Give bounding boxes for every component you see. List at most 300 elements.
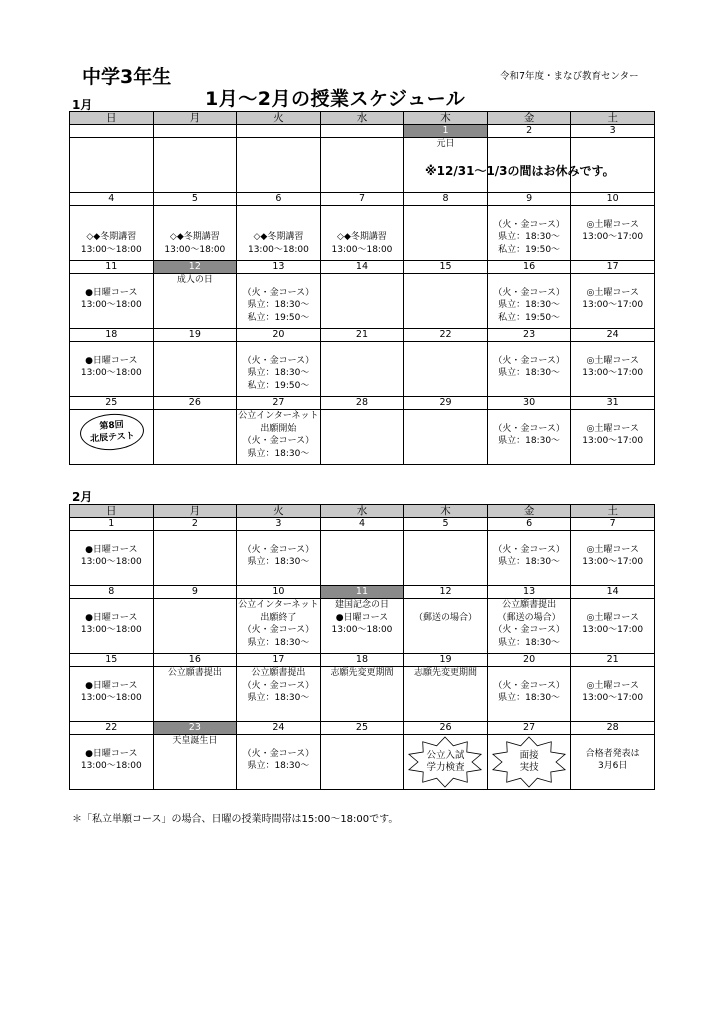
day-cell-lines (571, 410, 654, 448)
schedule-line: （火・金コース） (493, 219, 565, 230)
schedule-line (237, 735, 320, 748)
day-cell (404, 274, 488, 329)
date-number: 4 (70, 193, 154, 206)
day-cell (487, 342, 571, 397)
date-number: 4 (320, 518, 404, 531)
date-number: 2 (153, 518, 237, 531)
day-cell (70, 667, 154, 722)
schedule-line: 13:00～17:00 (582, 232, 644, 242)
weekday-header: 土 (571, 505, 655, 518)
schedule-line: （火・金コース） (493, 680, 565, 691)
schedule-line (571, 410, 654, 423)
schedule-line: 県立：18:30～ (247, 637, 310, 648)
schedule-line: 県立：18:30～ (247, 300, 310, 310)
day-cell (320, 410, 404, 465)
schedule-line: ●日曜コース (85, 544, 138, 555)
day-cell (70, 274, 154, 329)
schedule-line: （火・金コース） (493, 355, 565, 366)
schedule-line: 出願開始 (260, 423, 297, 434)
day-cell (237, 274, 321, 329)
day-cell (571, 667, 655, 722)
date-number: 8 (70, 586, 154, 599)
date-number (237, 125, 321, 138)
day-cell (153, 342, 237, 397)
day-cell-lines (237, 206, 320, 256)
date-number: 15 (70, 654, 154, 667)
day-cell (237, 667, 321, 722)
day-cell-lines (488, 531, 571, 569)
schedule-line: 県立：18:30～ (247, 761, 310, 771)
date-number: 17 (237, 654, 321, 667)
date-number: 9 (487, 193, 571, 206)
schedule-line (488, 342, 571, 355)
schedule-line (571, 531, 654, 544)
schedule-line: 13:00～18:00 (80, 368, 142, 378)
schedule-line: 13:00～18:00 (80, 300, 142, 310)
date-number: 21 (320, 329, 404, 342)
day-cell-lines (488, 206, 571, 256)
weekday-header-row (70, 112, 655, 125)
date-number: 23 (487, 329, 571, 342)
date-number: 20 (487, 654, 571, 667)
schedule-line (571, 274, 654, 287)
weekday-header: 火 (237, 112, 321, 125)
day-cell-lines (488, 667, 571, 705)
day-cell (320, 735, 404, 790)
day-cell (487, 274, 571, 329)
day-cell (320, 206, 404, 261)
schedule-line: （火・金コース） (242, 544, 315, 555)
schedule-line (571, 667, 654, 680)
schedule-line: 県立：18:30～ (247, 557, 310, 567)
date-number: 13 (237, 261, 321, 274)
schedule-line: 県立：18:30～ (498, 557, 561, 567)
weekday-header: 月 (153, 112, 237, 125)
day-cell (237, 735, 321, 790)
date-number: 20 (237, 329, 321, 342)
badge-text: 北辰テスト (89, 431, 136, 445)
date-number: 21 (571, 654, 655, 667)
day-cell (153, 531, 237, 586)
schedule-line: 13:00～18:00 (331, 244, 393, 255)
day-cell (70, 138, 154, 193)
day-cell-lines (571, 599, 654, 637)
day-cell (153, 274, 237, 329)
date-number (320, 125, 404, 138)
date-number-row (70, 397, 655, 410)
date-number (153, 125, 237, 138)
date-number-row (70, 193, 655, 206)
schedule-line: 13:00～18:00 (80, 557, 142, 567)
day-cell-lines (488, 274, 571, 324)
schedule-line: 私立：19:50～ (498, 244, 561, 255)
schedule-line: ●日曜コース (85, 748, 138, 759)
day-cell (571, 531, 655, 586)
date-number: 7 (320, 193, 404, 206)
schedule-line: （火・金コース） (242, 355, 315, 366)
day-cell (320, 531, 404, 586)
schedule-line (237, 531, 320, 544)
week-body-row (70, 206, 655, 261)
day-cell-lines (571, 667, 654, 705)
schedule-line: ◎土曜コース (586, 544, 639, 555)
date-number: 3 (237, 518, 321, 531)
date-number: 18 (70, 329, 154, 342)
day-cell-lines (488, 599, 571, 649)
schedule-line: 県立：18:30～ (498, 232, 561, 242)
day-cell (153, 410, 237, 465)
schedule-line: ●日曜コース (85, 355, 138, 366)
schedule-line: ◎土曜コース (586, 355, 639, 366)
day-cell (70, 531, 154, 586)
day-cell (153, 735, 237, 790)
date-number: 6 (237, 193, 321, 206)
day-cell-lines (571, 342, 654, 380)
weekday-header-row (70, 505, 655, 518)
day-cell-lines (237, 599, 320, 649)
schedule-line: 13:00～17:00 (582, 300, 644, 310)
date-number: 1 (70, 518, 154, 531)
date-number: 14 (320, 261, 404, 274)
weekday-header: 水 (320, 505, 404, 518)
schedule-line: 公立インターネット (238, 600, 319, 610)
january-label: 1月 (72, 98, 93, 112)
week-body-row (70, 410, 655, 465)
date-number: 7 (571, 518, 655, 531)
day-cell-lines (404, 599, 487, 624)
day-cell-lines (488, 342, 571, 380)
day-cell-lines (70, 206, 153, 256)
date-number: 10 (571, 193, 655, 206)
date-number: 5 (153, 193, 237, 206)
day-cell (487, 667, 571, 722)
date-number: 22 (70, 722, 154, 735)
february-label: 2月 (72, 490, 93, 504)
schedule-line: 13:00～18:00 (80, 625, 142, 635)
schedule-line: 公立願書提出 (167, 668, 222, 678)
schedule-line: ◎土曜コース (586, 423, 639, 434)
schedule-line: （火・金コース） (242, 748, 315, 759)
date-number-row (70, 654, 655, 667)
schedule-line: （火・金コース） (493, 544, 565, 555)
schedule-line: 県立：18:30～ (498, 436, 561, 446)
february-calendar (69, 504, 655, 790)
day-cell (571, 735, 655, 790)
schedule-line: 公立願書提出 (502, 600, 557, 610)
day-cell (237, 206, 321, 261)
date-number: 25 (320, 722, 404, 735)
entrance-exam-badge-text: 学力検査 (426, 762, 465, 773)
schedule-line (488, 206, 571, 219)
schedule-line: ◇◆冬期講習 (337, 232, 387, 242)
week-body-row (70, 274, 655, 329)
schedule-line: 県立：18:30～ (247, 693, 310, 703)
date-number: 28 (571, 722, 655, 735)
holiday-notice: ※12/31～1/3の間はお休みです。 (425, 164, 615, 178)
schedule-line: （火・金コース） (493, 625, 565, 635)
schedule-line: 13:00～17:00 (582, 625, 644, 635)
weekday-header: 日 (70, 505, 154, 518)
schedule-line: ●日曜コース (85, 287, 138, 298)
hokushin-test-badge (79, 412, 145, 452)
schedule-line: 13:00～18:00 (331, 625, 393, 635)
week-body-row (70, 342, 655, 397)
day-cell (404, 410, 488, 465)
schedule-line (571, 206, 654, 219)
schedule-title: 1月～2月の授業スケジュール (205, 88, 466, 110)
schedule-line: ◎土曜コース (586, 680, 639, 691)
schedule-line: 13:00～18:00 (164, 244, 226, 255)
day-cell-lines (154, 735, 237, 748)
schedule-line: ◎土曜コース (586, 287, 639, 298)
day-cell-lines (571, 531, 654, 569)
day-cell (153, 599, 237, 654)
day-cell (487, 206, 571, 261)
date-number: 14 (571, 586, 655, 599)
day-cell (487, 735, 571, 790)
date-number: 8 (404, 193, 488, 206)
day-cell (153, 206, 237, 261)
date-number: 28 (320, 397, 404, 410)
schedule-line: （郵送の場合） (497, 612, 561, 623)
schedule-line (571, 735, 654, 748)
date-number: 17 (571, 261, 655, 274)
date-number: 11 (320, 586, 404, 599)
schedule-line: 元日 (436, 139, 455, 149)
schedule-line: （火・金コース） (242, 287, 315, 298)
day-cell (571, 599, 655, 654)
schedule-line: （火・金コース） (493, 287, 565, 298)
schedule-line: ◇◆冬期講習 (169, 232, 220, 242)
schedule-line (237, 274, 320, 287)
date-number: 26 (153, 397, 237, 410)
weekday-header: 月 (153, 505, 237, 518)
schedule-line: ◎土曜コース (586, 612, 639, 623)
schedule-line: （火・金コース） (242, 625, 315, 635)
day-cell-lines (237, 667, 320, 705)
footnote: ＊「私立単願コース」の場合、日曜の授業時間帯は15:00～18:00です。 (72, 814, 399, 825)
schedule-line (488, 274, 571, 287)
day-cell-lines (70, 274, 153, 312)
day-cell-lines (70, 667, 153, 705)
weekday-header: 水 (320, 112, 404, 125)
schedule-line: 私立：19:50～ (247, 312, 310, 323)
date-number: 12 (404, 586, 488, 599)
day-cell-lines (321, 667, 404, 680)
date-number: 29 (404, 397, 488, 410)
date-number: 16 (487, 261, 571, 274)
day-cell (320, 138, 404, 193)
schedule-line (321, 206, 404, 219)
date-number: 22 (404, 329, 488, 342)
schedule-line: 県立：18:30～ (498, 693, 561, 703)
schedule-line: 県立：18:30～ (247, 448, 310, 459)
schedule-line: 県立：18:30～ (247, 368, 310, 378)
date-number: 24 (571, 329, 655, 342)
weekday-header: 日 (70, 112, 154, 125)
weekday-header: 金 (487, 505, 571, 518)
day-cell (320, 667, 404, 722)
day-cell-lines (154, 274, 237, 287)
date-number-row (70, 586, 655, 599)
date-number: 23 (153, 722, 237, 735)
day-cell-lines (237, 342, 320, 392)
schedule-line (321, 219, 404, 232)
day-cell-lines (237, 274, 320, 324)
schedule-line: 県立：18:30～ (498, 300, 561, 310)
day-cell-lines (237, 410, 320, 460)
day-cell (487, 410, 571, 465)
schedule-line: 13:00～18:00 (80, 761, 142, 771)
day-cell (70, 599, 154, 654)
day-cell (320, 599, 404, 654)
date-number (70, 125, 154, 138)
schedule-line: 私立：19:50～ (247, 380, 310, 391)
day-cell (487, 531, 571, 586)
schedule-line (154, 219, 237, 232)
date-number: 16 (153, 654, 237, 667)
day-cell (153, 138, 237, 193)
date-number: 18 (320, 654, 404, 667)
schedule-line (488, 667, 571, 680)
schedule-line: 成人の日 (176, 275, 213, 285)
schedule-line: 志願先変更期間 (330, 668, 394, 678)
day-cell (487, 599, 571, 654)
interview-badge-text: 実技 (519, 762, 539, 773)
schedule-line: 13:00～18:00 (80, 244, 142, 255)
schedule-line: 天皇誕生日 (172, 736, 218, 746)
schedule-line: （郵送の場合） (414, 612, 478, 623)
date-number-row (70, 329, 655, 342)
date-number-row (70, 518, 655, 531)
day-cell-lines (571, 735, 654, 773)
schedule-line (70, 219, 153, 232)
date-number: 9 (153, 586, 237, 599)
schedule-line: 13:00～17:00 (582, 368, 644, 378)
schedule-line (70, 274, 153, 287)
day-cell (571, 342, 655, 397)
day-cell (404, 206, 488, 261)
schedule-line: 13:00～17:00 (582, 436, 644, 446)
schedule-line: 県立：18:30～ (498, 368, 561, 378)
schedule-line: （火・金コース） (242, 680, 315, 691)
day-cell (404, 531, 488, 586)
date-number: 6 (487, 518, 571, 531)
date-number: 2 (487, 125, 571, 138)
interview-badge-text: 面接 (519, 750, 539, 761)
date-number: 15 (404, 261, 488, 274)
schedule-line: 志願先変更期間 (414, 668, 478, 678)
day-cell-lines (571, 206, 654, 244)
day-cell (404, 667, 488, 722)
day-cell-lines (70, 735, 153, 773)
day-cell-lines (237, 735, 320, 773)
schedule-line (488, 410, 571, 423)
day-cell (237, 342, 321, 397)
date-number: 19 (153, 329, 237, 342)
schedule-line: ◇◆冬期講習 (86, 232, 137, 242)
date-number: 11 (70, 261, 154, 274)
schedule-line: ◇◆冬期講習 (253, 232, 304, 242)
badge-text: 第8回 (99, 420, 125, 432)
day-cell (70, 342, 154, 397)
week-body-row (70, 531, 655, 586)
schedule-line: 公立インターネット (238, 411, 319, 421)
schedule-line: 13:00～18:00 (247, 244, 309, 255)
weekday-header: 金 (487, 112, 571, 125)
date-number-row (70, 125, 655, 138)
week-body-row (70, 599, 655, 654)
day-cell (237, 599, 321, 654)
schedule-line: 13:00～17:00 (582, 693, 644, 703)
day-cell-lines (70, 342, 153, 380)
schedule-line: 県立：18:30～ (498, 637, 561, 648)
day-cell-lines (404, 138, 487, 151)
day-cell (320, 342, 404, 397)
day-cell (70, 735, 154, 790)
schedule-line (70, 667, 153, 680)
schedule-line (154, 206, 237, 219)
week-body-row (70, 735, 655, 790)
day-cell (70, 206, 154, 261)
day-cell (70, 410, 154, 465)
day-cell (571, 274, 655, 329)
schedule-line (571, 342, 654, 355)
schedule-line: ●日曜コース (335, 612, 389, 623)
date-number: 12 (153, 261, 237, 274)
day-cell (571, 206, 655, 261)
schedule-line: 3月6日 (597, 761, 628, 771)
day-cell-lines (154, 667, 237, 680)
schedule-line: 私立：19:50～ (498, 312, 561, 323)
day-cell-lines (571, 274, 654, 312)
schedule-line: ◎土曜コース (586, 219, 639, 230)
schedule-line (70, 531, 153, 544)
schedule-line: ●日曜コース (85, 680, 138, 691)
schedule-line (237, 206, 320, 219)
date-number: 25 (70, 397, 154, 410)
day-cell (404, 735, 488, 790)
organization-name: 令和7年度・まなび教育センター (500, 71, 639, 82)
day-cell-lines (404, 667, 487, 680)
date-number: 31 (571, 397, 655, 410)
date-number: 27 (487, 722, 571, 735)
day-cell (237, 138, 321, 193)
date-number: 30 (487, 397, 571, 410)
day-cell (237, 410, 321, 465)
day-cell-lines (321, 599, 404, 637)
date-number: 26 (404, 722, 488, 735)
date-number: 27 (237, 397, 321, 410)
weekday-header: 土 (571, 112, 655, 125)
day-cell-lines (70, 599, 153, 637)
weekday-header: 火 (237, 505, 321, 518)
day-cell-lines (237, 531, 320, 569)
date-number: 24 (237, 722, 321, 735)
day-cell-lines (154, 206, 237, 256)
schedule-line: 建国記念の日 (334, 600, 389, 610)
day-cell (571, 410, 655, 465)
schedule-line: （火・金コース） (493, 423, 565, 434)
schedule-line: 13:00～17:00 (582, 557, 644, 567)
date-number-row (70, 722, 655, 735)
schedule-line (488, 531, 571, 544)
schedule-line (404, 599, 487, 612)
schedule-line (70, 206, 153, 219)
day-cell (404, 342, 488, 397)
schedule-line: 合格者発表は (585, 748, 640, 759)
schedule-line: 13:00～18:00 (80, 693, 142, 703)
